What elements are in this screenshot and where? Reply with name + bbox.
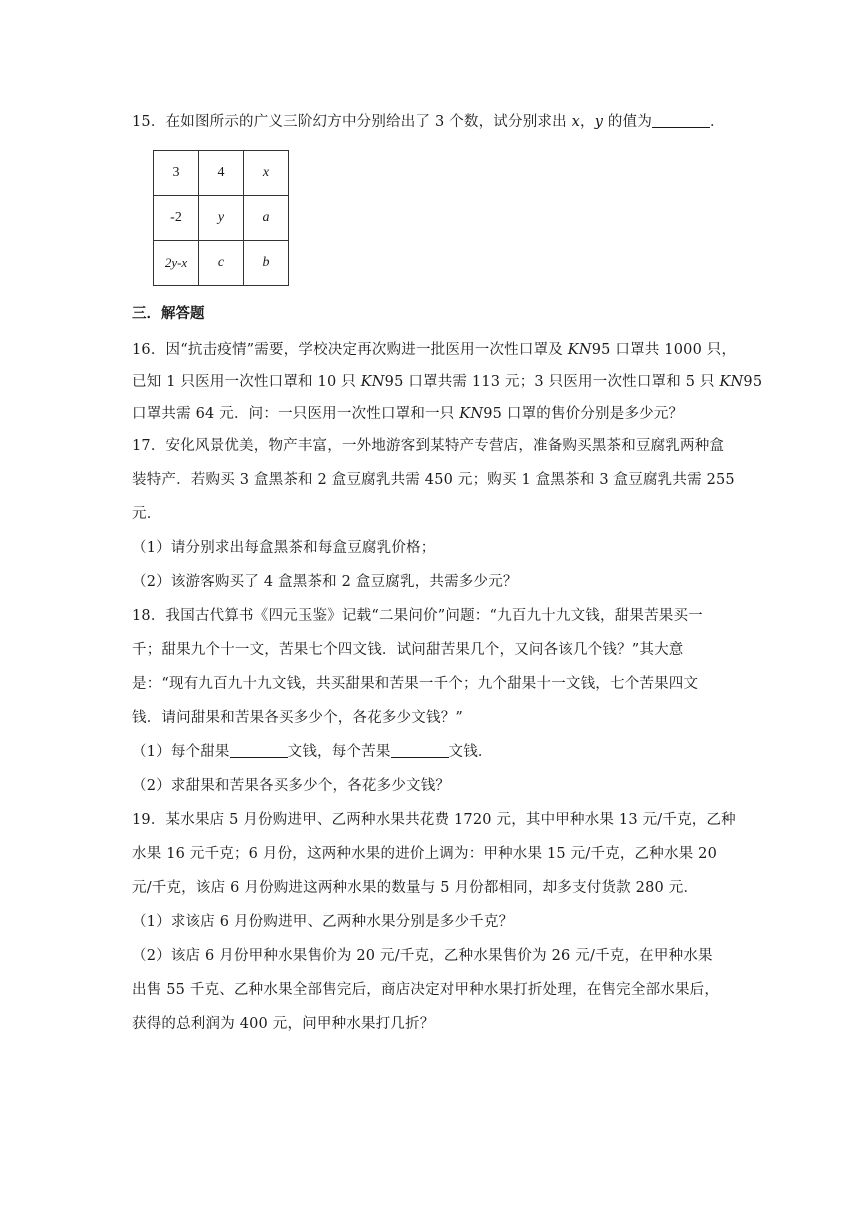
text: 文钱． [448, 744, 493, 760]
grid-cell: x [244, 151, 289, 196]
section-heading: 三．解答题 [132, 306, 205, 322]
question-18-line-3: 是：“现有九百九十九文钱，共买甜果和苦果一千个；九个甜果十一文钱，七个苦果四文 [132, 676, 699, 692]
answer-blank[interactable] [391, 743, 449, 758]
text-kn: KN [567, 342, 592, 358]
text: 95 [743, 374, 763, 390]
question-text: 在如图所示的广义三阶幻方中分别给出了 3 个数，试分别求出 [165, 114, 572, 130]
text: 95 口罩共需 113 元；3 只医用一次性口罩和 5 只 [384, 374, 720, 390]
question-19-line-1: 19．某水果店 5 月份购进甲、乙两种水果共花费 1720 元，其中甲种水果 13 元/千克，乙种 [132, 812, 736, 828]
period: ． [710, 114, 725, 130]
grid-cell: 4 [199, 151, 244, 196]
question-19-sub-1: （1）求该店 6 月份购进甲、乙两种水果分别是多少千克？ [132, 914, 514, 930]
question-18-line-4: 钱．请问甜果和苦果各买多少个，各花多少文钱？” [132, 710, 464, 726]
question-19-sub-2-line-2: 出售 55 千克、乙种水果全部售完后，商店决定对甲种水果打折处理，在售完全部水果后， [132, 982, 720, 998]
grid-cell: y [199, 196, 244, 241]
question-19-line-2: 水果 16 元千克；6 月份，这两种水果的进价上调为：甲种水果 15 元/千克，乙种水果 20 [132, 846, 718, 862]
text: 95 口罩的售价分别是多少元？ [483, 406, 684, 422]
text: （1）每个甜果 [132, 744, 230, 760]
text: 95 口罩共 1000 只， [591, 342, 737, 358]
grid-cell: c [199, 241, 244, 286]
question-17-line-2: 装特产．若购买 3 盒黑茶和 2 盒豆腐乳共需 450 元；购买 1 盒黑茶和 3 盒豆腐乳共需 255 [132, 472, 735, 488]
question-19-sub-2-line-3: 获得的总利润为 400 元，问甲种水果打几折？ [132, 1016, 435, 1032]
answer-blank[interactable] [652, 113, 710, 128]
question-17-sub-1: （1）请分别求出每盒黑茶和每盒豆腐乳价格； [132, 540, 436, 556]
grid-cell: 2y-x [154, 241, 199, 286]
question-17-line-3: 元． [132, 506, 162, 522]
question-18-line-2: 千；甜果九个十一文，苦果七个四文钱．试问甜苦果几个，又问各该几个钱？”其大意 [132, 642, 684, 658]
grid-cell: -2 [154, 196, 199, 241]
question-18-sub-1 [132, 742, 493, 762]
question-15 [132, 112, 725, 132]
text-kn: KN [360, 374, 385, 390]
question-16-line-2 [132, 372, 762, 392]
text: 文钱，每个苦果 [287, 744, 391, 760]
question-19-sub-2-line-1: （2）该店 6 月份甲种水果售价为 20 元/千克，乙种水果售价为 26 元/千克，在甲种水果 [132, 948, 713, 964]
question-18-sub-2: （2）求甜果和苦果各买多少个，各花多少文钱？ [132, 778, 451, 794]
question-18-line-1: 18．我国古代算书《四元玉鉴》记载“二果问价”问题：“九百九十九文钱，甜果苦果买一 [132, 608, 703, 624]
question-19-line-3: 元/千克，该店 6 月份购进这两种水果的数量与 5 月份都相同，却多支付货款 280 元． [132, 880, 699, 896]
question-16-line-3 [132, 404, 683, 424]
text-kn: KN [459, 406, 484, 422]
question-number: 15． [132, 114, 166, 130]
question-text: 的值为 [603, 114, 653, 130]
grid-cell: a [244, 196, 289, 241]
text: 16．因“抗击疫情”需要，学校决定再次购进一批医用一次性口罩及 [132, 342, 568, 358]
question-16-line-1 [132, 340, 736, 360]
var-x: x [571, 114, 581, 130]
question-17-line-1: 17．安化风景优美，物产丰富，一外地游客到某特产专营店，准备购买黑茶和豆腐乳两种盒 [132, 438, 725, 454]
question-17-sub-2: （2）该游客购买了 4 盒黑茶和 2 盒豆腐乳，共需多少元？ [132, 574, 518, 590]
grid-cell: b [244, 241, 289, 286]
var-y: y [594, 114, 604, 130]
comma: ， [580, 114, 595, 130]
text: 口罩共需 64 元．问：一只医用一次性口罩和一只 [132, 406, 460, 422]
magic-square-grid [153, 150, 289, 286]
text-kn: KN [719, 374, 744, 390]
text: 已知 1 只医用一次性口罩和 10 只 [132, 374, 361, 390]
answer-blank[interactable] [230, 743, 288, 758]
grid-cell: 3 [154, 151, 199, 196]
